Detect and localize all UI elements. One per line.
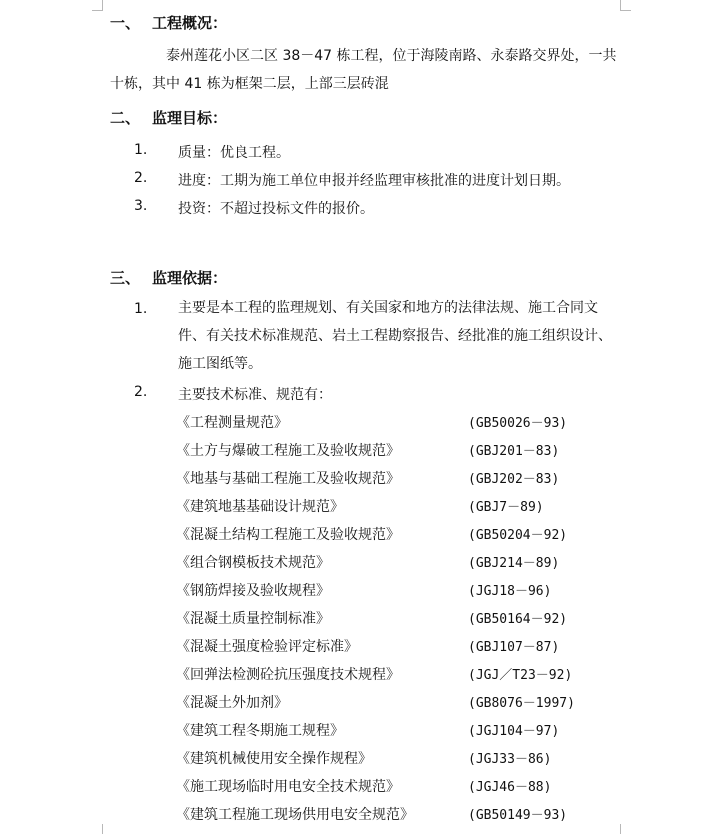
basis-number: 1. — [134, 301, 148, 317]
standard-name: 《混凝土质量控制标准》 — [176, 611, 330, 627]
goal-text: 质量：优良工程。 — [178, 145, 290, 161]
standard-code: (GB50164－92) — [468, 612, 568, 627]
standard-code: (GBJ201－83) — [468, 444, 560, 459]
section-number: 二、 — [110, 109, 141, 127]
page-margin-corner-top-left — [92, 0, 103, 11]
basis-text: 主要是本工程的监理规划、有关国家和地方的法律法规、施工合同文件、有关技术标准规范、岩土工程勘察报告、经批准的施工组织设计、施工图纸等。 — [178, 300, 612, 372]
section-title: 监理依据： — [152, 269, 228, 287]
goal-number: 2. — [134, 170, 148, 186]
section-number: 三、 — [110, 269, 141, 287]
standard-name: 《工程测量规范》 — [176, 415, 288, 431]
standard-name: 《组合钢模板技术规范》 — [176, 555, 330, 571]
standard-code: (GB8076－1997) — [468, 696, 575, 711]
standard-code: (JGJ104－97) — [468, 724, 560, 739]
page-margin-corner-bottom-left — [92, 824, 103, 834]
standard-code: (GB50149－93) — [468, 808, 568, 823]
standard-code: (GB50204－92) — [468, 528, 568, 543]
basis-number: 2. — [134, 384, 148, 400]
standard-name: 《土方与爆破工程施工及验收规范》 — [176, 443, 400, 459]
standard-code: (JGJ18－96) — [468, 584, 552, 599]
standard-name: 《地基与基础工程施工及验收规范》 — [176, 471, 400, 487]
overview-paragraph: 泰州莲花小区二区 38－47 栋工程，位于海陵南路、永泰路交界处，一共十栋，其中 41 栋为框架二层，上部三层砖混 — [110, 48, 617, 92]
standard-code: (GBJ107－87) — [468, 640, 560, 655]
standard-name: 《回弹法检测砼抗压强度技术规程》 — [176, 667, 400, 683]
page-margin-corner-top-right — [620, 0, 631, 11]
standard-code: (GB50026－93) — [468, 416, 568, 431]
standard-code: (JGJ46－88) — [468, 780, 552, 795]
standard-name: 《混凝土强度检验评定标准》 — [176, 639, 358, 655]
standard-name: 《建筑工程冬期施工规程》 — [176, 723, 344, 739]
standard-code: (GBJ202－83) — [468, 472, 560, 487]
goal-text: 进度：工期为施工单位申报并经监理审核批准的进度计划日期。 — [178, 173, 570, 189]
standard-name: 《建筑工程施工现场供用电安全规范》 — [176, 807, 414, 823]
standard-name: 《混凝土结构工程施工及验收规范》 — [176, 527, 400, 543]
goal-number: 3. — [134, 198, 148, 214]
page-margin-corner-bottom-right — [620, 824, 631, 834]
section-title: 工程概况： — [152, 14, 228, 32]
standard-name: 《混凝土外加剂》 — [176, 695, 288, 711]
goal-text: 投资：不超过投标文件的报价。 — [178, 201, 374, 217]
standard-name: 《钢筋焊接及验收规程》 — [176, 583, 330, 599]
standard-name: 《建筑机械使用安全操作规程》 — [176, 751, 372, 767]
section-title: 监理目标： — [152, 109, 228, 127]
standard-code: (GBJ7－89) — [468, 500, 544, 515]
standard-name: 《施工现场临时用电安全技术规范》 — [176, 779, 400, 795]
standard-name: 《建筑地基基础设计规范》 — [176, 499, 344, 515]
section-number: 一、 — [110, 14, 141, 32]
basis-text: 主要技术标准、规范有： — [178, 387, 332, 403]
standard-code: (JGJ33－86) — [468, 752, 552, 767]
goal-number: 1. — [134, 142, 148, 158]
standard-code: (JGJ／T23－92) — [468, 668, 573, 683]
standard-code: (GBJ214－89) — [468, 556, 560, 571]
